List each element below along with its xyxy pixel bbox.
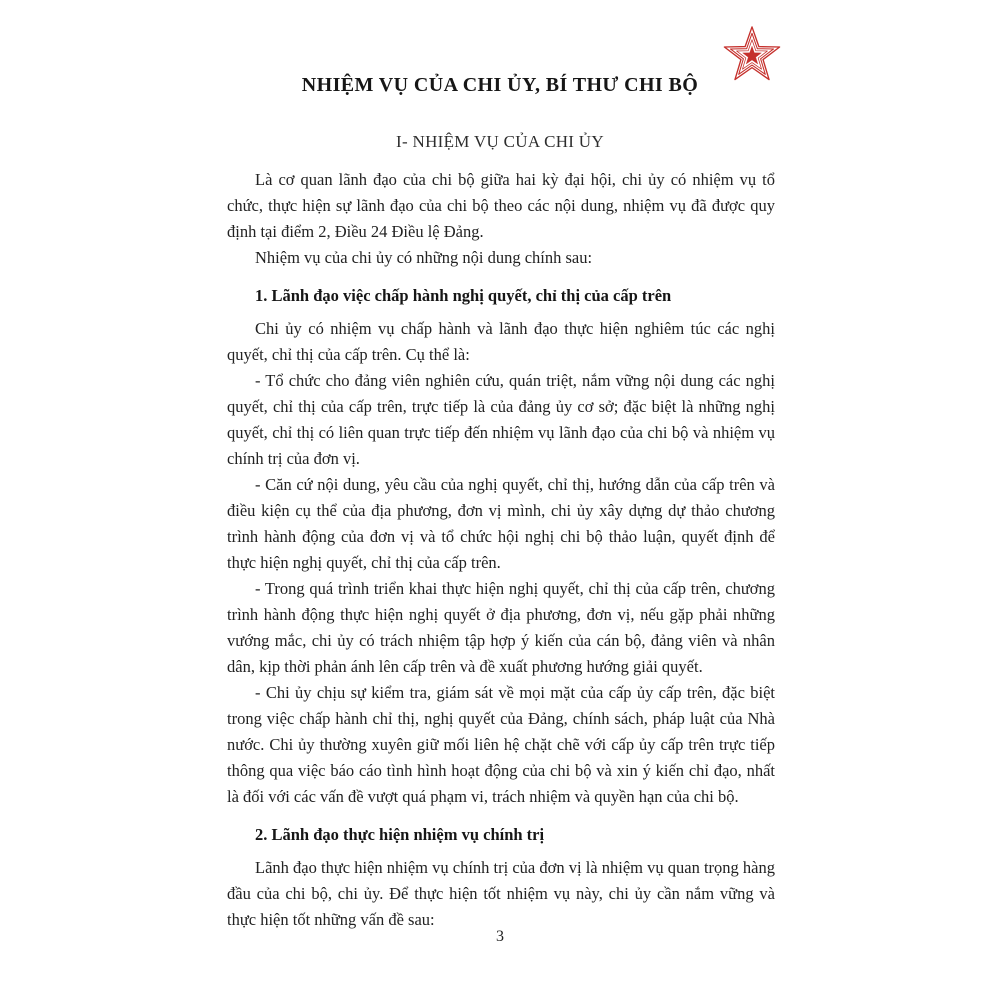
paragraph: Là cơ quan lãnh đạo của chi bộ giữa hai kỳ đại hội, chi ủy có nhiệm vụ tổ chức, thực hiện sự lãnh đạo của chi bộ theo các nội dung, nhiệm vụ đã được quy định tại điểm 2, Điều 24 Điều lệ Đảng. [227, 170, 775, 241]
section-heading: I- NHIỆM VỤ CỦA CHI ỦY [396, 132, 604, 151]
paragraph: Chi ủy có nhiệm vụ chấp hành và lãnh đạo thực hiện nghiêm túc các nghị quyết, chỉ thị của cấp trên. Cụ thể là: [227, 319, 775, 364]
paragraph: - Căn cứ nội dung, yêu cầu của nghị quyết, chỉ thị, hướng dẫn của cấp trên và điều kiện cụ thể của địa phương, đơn vị mình, chi ủy xây dựng dự thảo chương trình hành động của đơn vị và tổ chức hội nghị chi bộ thảo luận, quyết định để thực hiện nghị quyết, chỉ thị của cấp trên. [227, 475, 775, 572]
paragraph: - Chi ủy chịu sự kiểm tra, giám sát về mọi mặt của cấp ủy cấp trên, đặc biệt trong việc chấp hành chỉ thị, nghị quyết của Đảng, chính sách, pháp luật của Nhà nước. Chi ủy thường xuyên giữ mối liên hệ chặt chẽ với cấp ủy cấp trên trực tiếp thông qua việc báo cáo tình hình hoạt động của chi bộ và xin ý kiến chỉ đạo, nhất là đối với các vấn đề vượt quá phạm vi, trách nhiệm và quyền hạn của chi bộ. [227, 683, 775, 806]
subheading-2: 2. Lãnh đạo thực hiện nhiệm vụ chính trị [255, 825, 545, 844]
page-number: 3 [496, 928, 504, 945]
paragraph: - Trong quá trình triển khai thực hiện nghị quyết, chỉ thị của cấp trên, chương trình hành động thực hiện nghị quyết ở địa phương, đơn vị, nếu gặp phải những vướng mắc, chi ủy có trách nhiệm tập hợp ý kiến của cán bộ, đảng viên và nhân dân, kịp thời phản ánh lên cấp trên và đề xuất phương hướng giải quyết. [227, 579, 775, 676]
page-title: NHIỆM VỤ CỦA CHI ỦY, BÍ THƯ CHI BỘ [301, 74, 699, 96]
subheading-1: 1. Lãnh đạo việc chấp hành nghị quyết, chỉ thị của cấp trên [255, 286, 672, 305]
paragraph: Lãnh đạo thực hiện nhiệm vụ chính trị của đơn vị là nhiệm vụ quan trọng hàng đầu của chi bộ, chi ủy. Để thực hiện tốt nhiệm vụ này, chi ủy cần nắm vững và thực hiện tốt những vấn đề sau: [227, 858, 775, 929]
document-body [227, 167, 775, 933]
paragraph: - Tổ chức cho đảng viên nghiên cứu, quán triệt, nắm vững nội dung các nghị quyết, chỉ thị của cấp trên, trực tiếp là của đảng ủy cơ sở; đặc biệt là những nghị quyết, chỉ thị có liên quan trực tiếp đến nhiệm vụ lãnh đạo của chi bộ và nhiệm vụ chính trị của đơn vị. [227, 371, 775, 468]
paragraph: Nhiệm vụ của chi ủy có những nội dung chính sau: [255, 248, 593, 267]
